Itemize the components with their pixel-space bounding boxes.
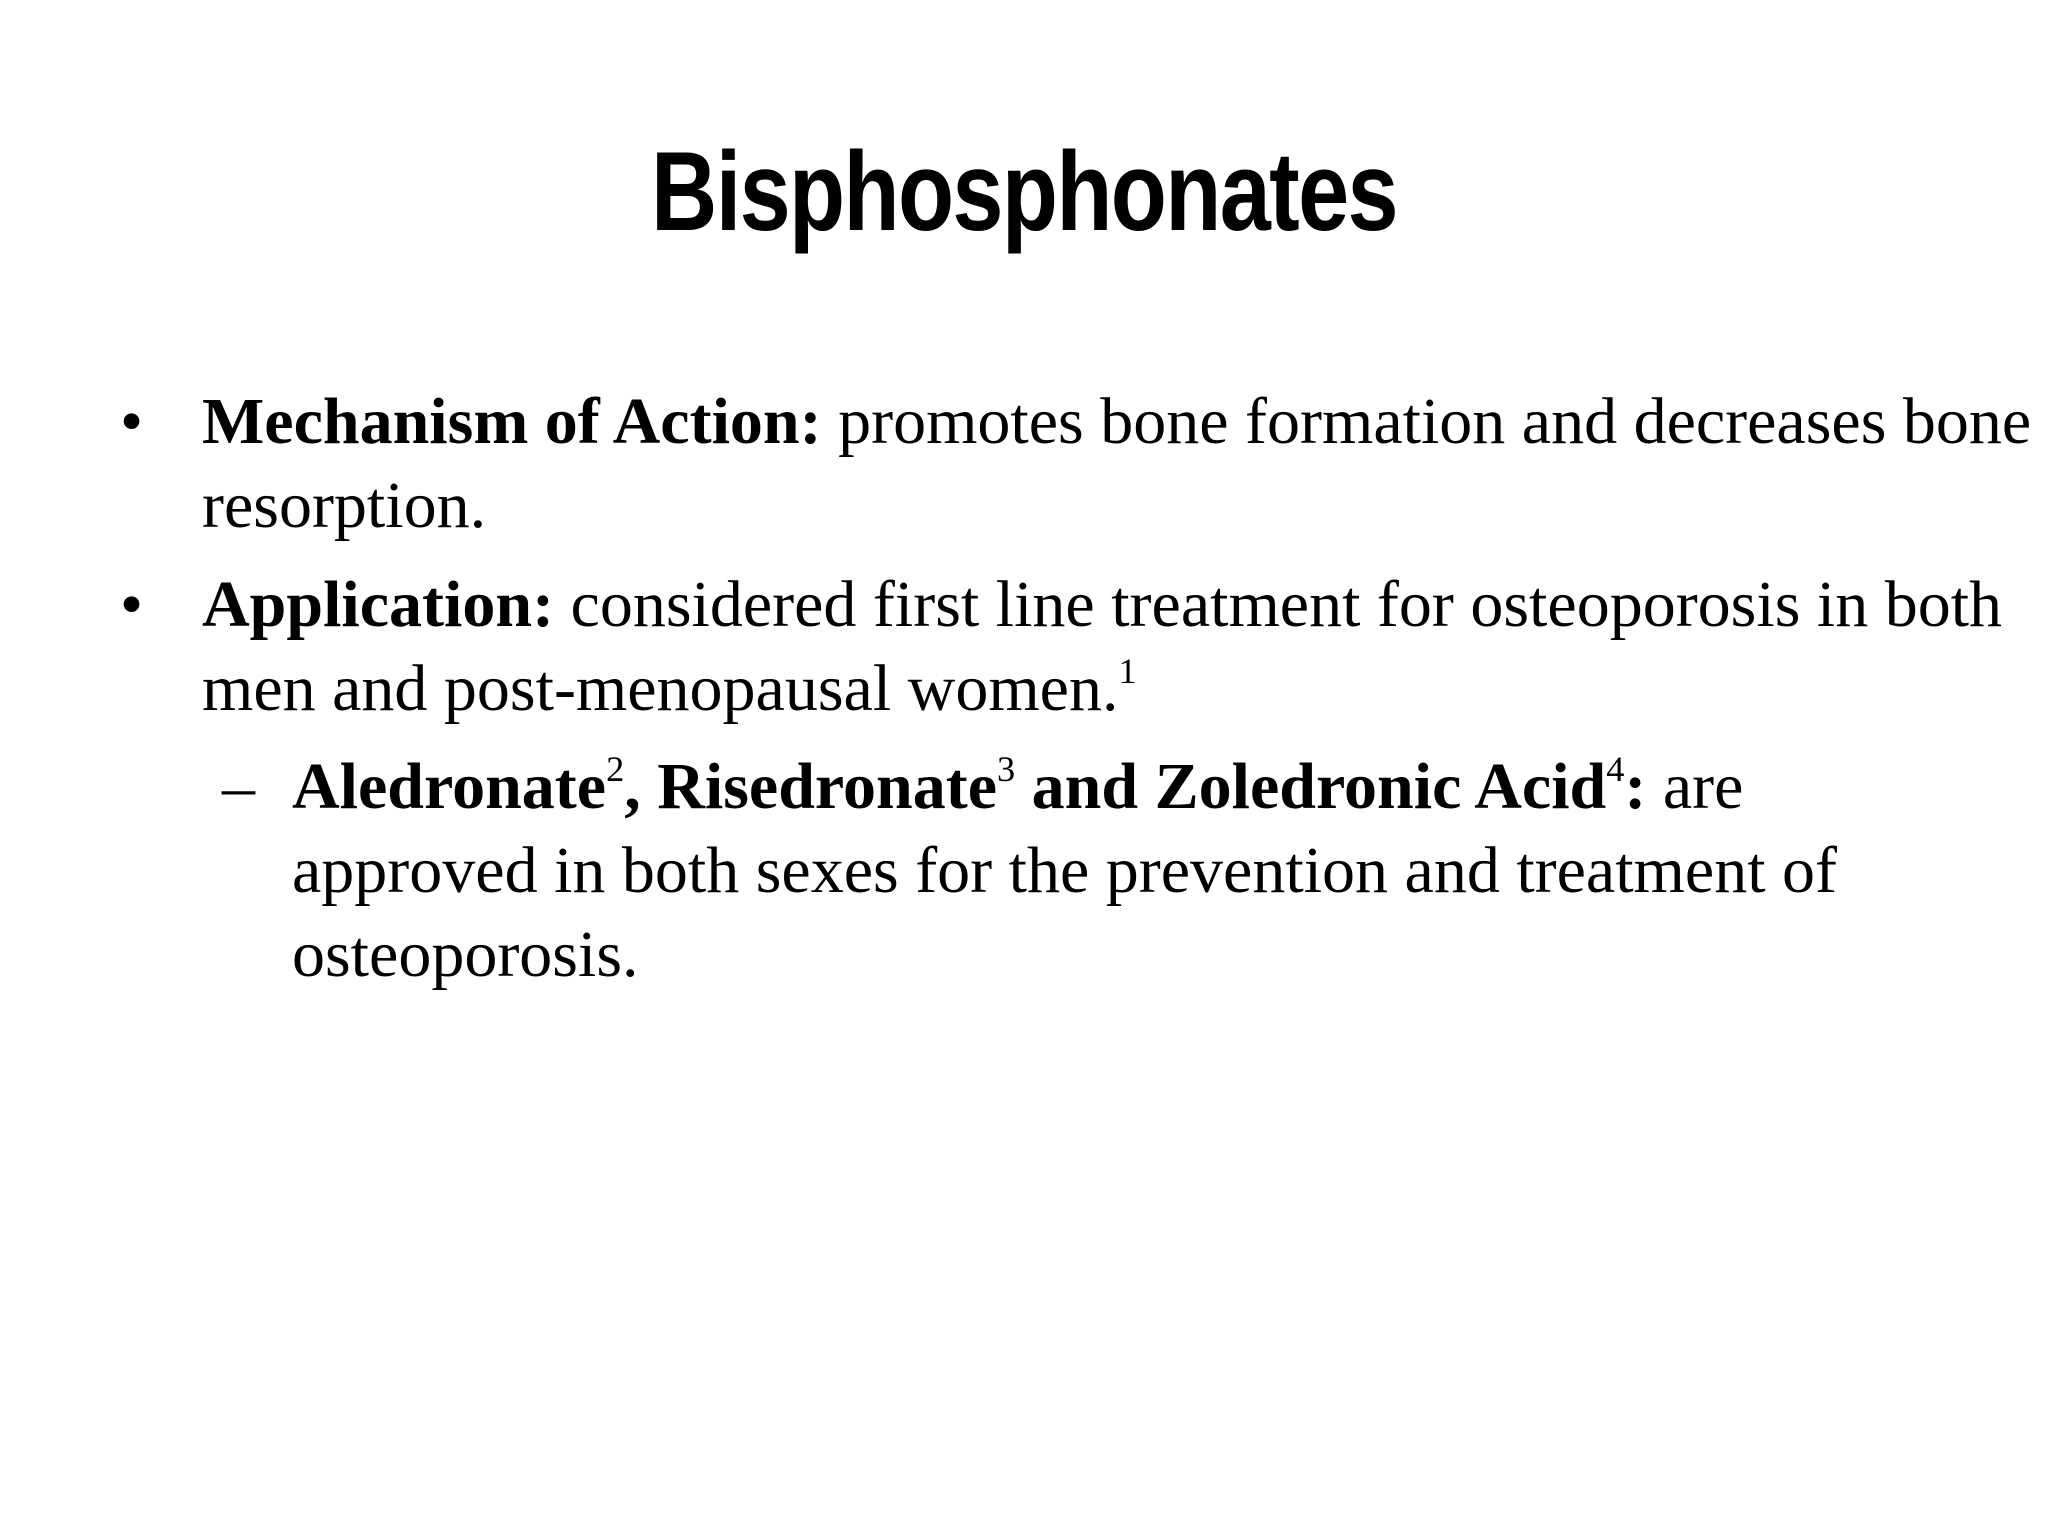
application-description: considered first line treatment for osteoporosis in both men and post-menopausal women. — [202, 568, 2003, 725]
sub-bullet-description: are approved in both sexes for the prevention and treatment of osteoporosis. — [292, 750, 1838, 991]
bullet-dot: • — [120, 568, 144, 641]
reference-3: 3 — [997, 748, 1016, 789]
reference-4: 4 — [1606, 748, 1625, 789]
bullet-dot: • — [120, 385, 144, 458]
drug-separator-1: , — [624, 750, 658, 823]
drug-separator-2: and — [1015, 750, 1155, 823]
mechanism-label: Mechanism of Action: — [202, 385, 822, 458]
bullet-application-text — [202, 563, 2048, 731]
slide-title: Bisphosphonates — [651, 129, 1397, 254]
sub-bullet-text — [292, 745, 1942, 997]
drug-aledronate: Aledronate — [292, 750, 607, 823]
dash-bullet: – — [222, 750, 255, 823]
drug-zoledronic-acid: Zoledronic Acid — [1154, 750, 1607, 823]
reference-2: 2 — [606, 748, 625, 789]
bullet-mechanism-text — [202, 380, 2048, 548]
reference-1: 1 — [1118, 650, 1137, 691]
application-label: Application: — [202, 568, 555, 641]
mechanism-description: promotes bone formation and decreases bone resorption. — [202, 385, 2032, 542]
drugs-colon: : — [1624, 750, 1647, 823]
drug-risedronate: Risedronate — [657, 750, 998, 823]
